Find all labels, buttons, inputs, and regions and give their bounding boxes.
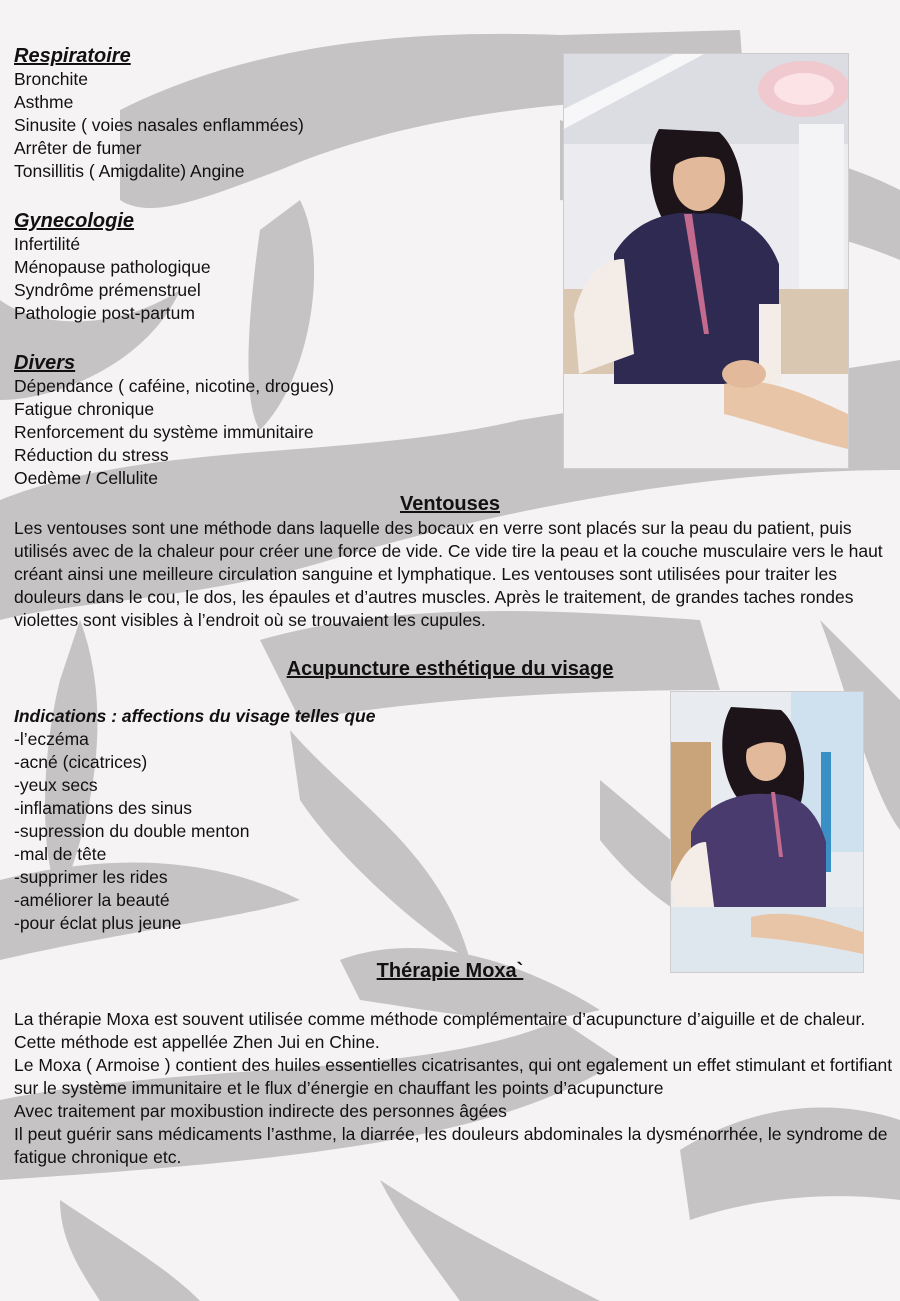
moxa-paragraph: Avec traitement par moxibustion indirecte des personnes âgées <box>14 1101 507 1121</box>
list-item: Fatigue chronique <box>14 399 155 419</box>
section-title-acupuncture: Acupuncture esthétique du visage <box>286 658 614 680</box>
section-acupuncture-indications <box>14 705 375 935</box>
list-item: -supprimer les rides <box>14 867 168 887</box>
list-item: -améliorer la beauté <box>14 890 170 910</box>
list-item: Dépendance ( caféine, nicotine, drogues) <box>14 376 335 396</box>
list-item: Réduction du stress <box>14 445 169 465</box>
list-item: -mal de tête <box>14 844 107 864</box>
list-item: -pour éclat plus jeune <box>14 913 182 933</box>
section-gynecologie <box>14 209 211 325</box>
moxa-paragraph: Il peut guérir sans médicaments l’asthme, la diarrée, les douleurs abdominales la dysménorrhée, le syndrome de fatigue chronique etc. <box>14 1124 888 1167</box>
section-moxa-text <box>14 1008 894 1169</box>
section-title-ventouses: Ventouses <box>399 493 501 515</box>
list-item: Arrêter de fumer <box>14 138 142 158</box>
list-item: Infertilité <box>14 234 81 254</box>
list-item: -yeux secs <box>14 775 98 795</box>
list-item: Sinusite ( voies nasales enflammées) <box>14 115 304 135</box>
section-title-respiratoire: Respiratoire <box>14 45 131 67</box>
list-item: -acné (cicatrices) <box>14 752 148 772</box>
list-item: Ménopause pathologique <box>14 257 211 277</box>
section-title-divers: Divers <box>14 352 76 374</box>
photo-practitioner-treatment <box>670 691 864 973</box>
list-item: Syndrôme prémenstruel <box>14 280 201 300</box>
list-item: -inflamations des sinus <box>14 798 192 818</box>
list-item: Oedème / Cellulite <box>14 468 158 488</box>
section-respiratoire <box>14 44 304 183</box>
list-item: Pathologie post-partum <box>14 303 195 323</box>
list-item: Tonsillitis ( Amigdalite) Angine <box>14 161 245 181</box>
indications-title: Indications : affections du visage telles que <box>14 706 376 726</box>
section-title-moxa: Thérapie Moxa` <box>376 960 524 982</box>
section-title-gynecologie: Gynecologie <box>14 210 135 232</box>
list-item: Asthme <box>14 92 74 112</box>
list-item: Renforcement du système immunitaire <box>14 422 314 442</box>
moxa-paragraph: Cette méthode est appellée Zhen Jui en Chine. <box>14 1032 380 1052</box>
list-item: -supression du double menton <box>14 821 250 841</box>
moxa-paragraph: Le Moxa ( Armoise ) contient des huiles essentielles cicatrisantes, qui ont egalement un effet stimulant et fortifiant sur le système immunitaire et le flux d’énergie en chauffant les points d’acupuncture <box>14 1055 893 1098</box>
photo-practitioner-pulse <box>563 53 849 469</box>
ventouses-text: Les ventouses sont une méthode dans laquelle des bocaux en verre sont placés sur la peau du patient, puis utilisés avec de la chaleur pour créer une force de vide. Ce vide tire la peau et la couche musculaire vers le haut créant ainsi une meilleure circulation sanguine et lymphatique. Les ventouses sont utilisées pour traiter les douleurs dans le cou, le dos, les épaules et d’autres muscles. Après le traitement, de grandes taches rondes violettes sont visibles à l’endroit où se trouvaient les cupules. <box>14 518 883 630</box>
moxa-paragraph: La thérapie Moxa est souvent utilisée comme méthode complémentaire d’acupuncture d’aiguille et de chaleur. <box>14 1009 866 1029</box>
section-divers <box>14 351 334 490</box>
list-item: Bronchite <box>14 69 88 89</box>
list-item: -l’eczéma <box>14 729 89 749</box>
